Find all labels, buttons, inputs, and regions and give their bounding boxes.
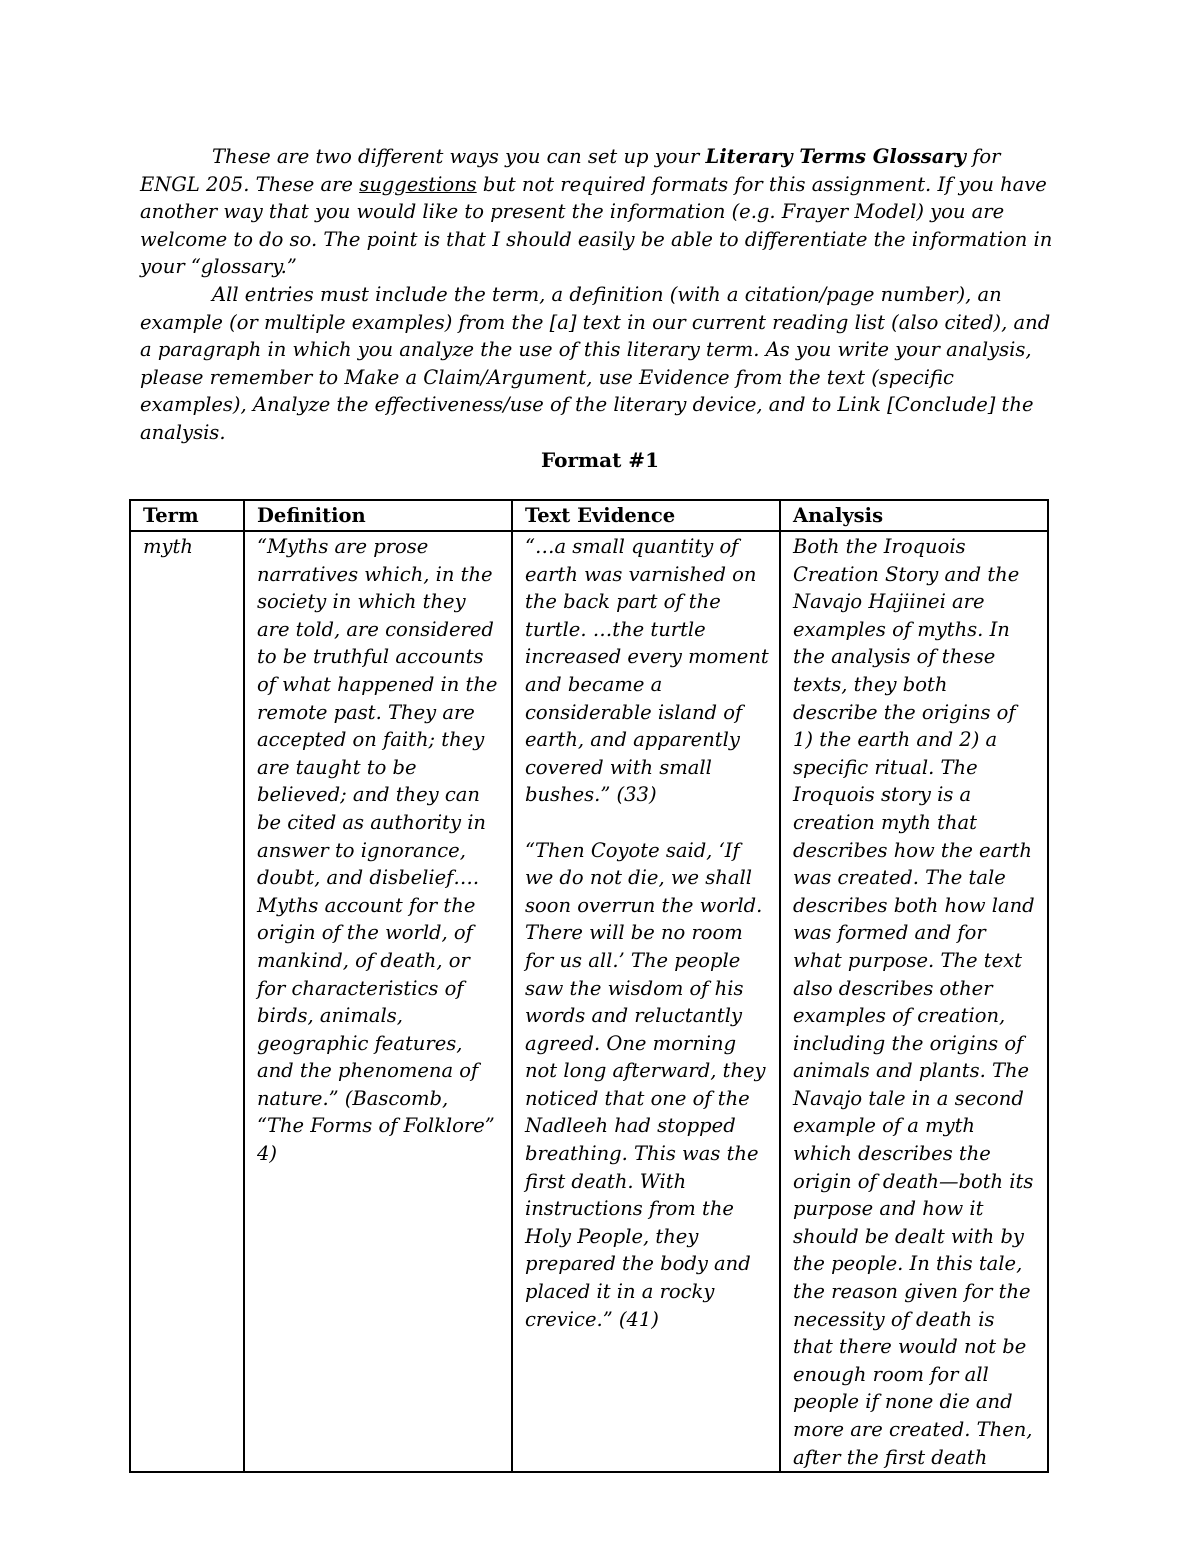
intro-text-segment: but not required formats for this assignment. If you have another way that you would like to present the information (e.g. Frayer Model) you are welcome to do so. The point is that I should easily be able to differentiate the information in your “glossary.” (140, 172, 1053, 279)
header-analysis: Analysis (780, 500, 1048, 531)
cell-definition: “Myths are prose narratives which, in the society in which they are told, are considered to be truthful accounts of what happened in the remote past. They are accepted on faith; they are taught to be believed; and they can be cited as authority in answer to ignorance, doubt, and disbelief…. Myths account for the origin of the world, of mankind, of death, or for characteristics of birds, animals, geographic features, and the phenomena of nature.” (Bascomb, “The Forms of Folklore” 4) (244, 531, 512, 1472)
glossary-title-bold: Literary Terms Glossary (705, 145, 966, 168)
evidence-quote-2: “Then Coyote said, ‘If we do not die, we shall soon overrun the world. There will be no room for us all.’ The people saw the wisdom of his words and reluctantly agreed. One morning not long afterward, they noticed that one of the Nadleeh had stopped breathing. This was the first death. With instructions from the Holy People, they prepared the body and placed it in a rocky crevice.” (41) (525, 838, 766, 1331)
paragraph-gap (525, 809, 769, 837)
cell-analysis: Both the Iroquois Creation Story and the Navajo Hajiinei are examples of myths. In the analysis of these texts, they both describe the origins of 1) the earth and 2) a specific ritual. The Iroquois story is a creation myth that describes how the earth was created. The tale describes both how land was formed and for what purpose. The text also describes other examples of creation, including the origins of animals and plants. The Navajo tale in a second example of a myth which describes the origin of death—both its purpose and how it should be dealt with by the people. In this tale, the reason given for the necessity of death is that there would not be enough room for all people if none die and more are created. Then, after the first death (780, 531, 1048, 1472)
table-row (130, 531, 1048, 1472)
header-term: Term (130, 500, 244, 531)
cell-text-evidence (512, 531, 780, 1472)
cell-term: myth (130, 531, 244, 1472)
format-title: Format #1 (541, 448, 659, 472)
glossary-table (129, 499, 1049, 1473)
suggestions-underlined: suggestions (359, 172, 477, 196)
header-text-evidence: Text Evidence (512, 500, 780, 531)
table-header-row (130, 500, 1048, 531)
intro-paragraph-1 (140, 143, 1055, 281)
instructions-text (140, 143, 1055, 447)
evidence-quote-1: “…a small quantity of earth was varnished on the back part of the turtle. …the turtle increased every moment and became a considerable island of earth, and apparently covered with small bushes.” (33) (525, 535, 769, 807)
intro-paragraph-2: All entries must include the term, a definition (with a citation/page number), an example (or multiple examples) from the [a] text in our current reading list (also cited), and a paragraph in which you analyze the use of this literary term. As you write your analysis, please remember to Make a Claim/Argument, use Evidence from the text (specific examples), Analyze the effectiveness/use of the literary device, and to Link [Conclude] the analysis. (140, 282, 1051, 444)
intro-text-segment: These are two different ways you can set up your (212, 145, 706, 168)
header-definition: Definition (244, 500, 512, 531)
intro-text-segment: for ENGL 205. These are (140, 145, 1001, 196)
